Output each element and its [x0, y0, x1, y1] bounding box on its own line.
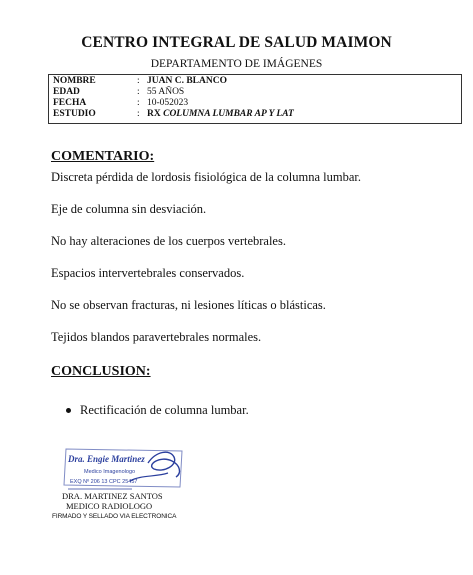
patient-name-label: NOMBRE: [53, 76, 96, 86]
separator: :: [137, 109, 140, 119]
doctor-title: MEDICO RADIOLOGO: [66, 501, 153, 511]
report-title: CENTRO INTEGRAL DE SALUD MAIMON: [81, 34, 392, 51]
comment-line: Discreta pérdida de lordosis fisiológica de la columna lumbar.: [51, 170, 361, 184]
patient-info-box: [48, 74, 462, 124]
conclusion-text: Rectificación de columna lumbar.: [80, 403, 249, 417]
electronic-signature-note: FIRMADO Y SELLADO VIA ELECTRONICA: [52, 513, 177, 520]
conclusion-item: [66, 403, 249, 418]
separator: :: [137, 98, 140, 108]
comment-heading: COMENTARIO:: [51, 149, 155, 164]
stamp-role: Medico Imagenologo: [84, 469, 136, 475]
doctor-name: DRA. MARTINEZ SANTOS: [62, 491, 163, 501]
patient-age-label: EDAD: [53, 87, 80, 97]
doctor-signature-stamp: [60, 447, 188, 491]
study-type-row: [53, 109, 461, 120]
study-date-value: 10-052023: [147, 98, 189, 108]
conclusion-heading: CONCLUSION:: [51, 364, 151, 379]
study-type-value: COLUMNA LUMBAR AP Y LAT: [163, 109, 294, 119]
bullet-icon: [66, 408, 71, 413]
comment-line: Eje de columna sin desviación.: [51, 202, 207, 216]
patient-age-row: [53, 87, 461, 98]
patient-name-value: JUAN C. BLANCO: [147, 76, 227, 86]
comment-line: No se observan fracturas, ni lesiones líticas o blásticas.: [51, 298, 326, 312]
department-name: DEPARTAMENTO DE IMÁGENES: [150, 58, 323, 70]
study-date-label: FECHA: [53, 98, 87, 108]
patient-name-row: [53, 76, 461, 87]
comment-line: No hay alteraciones de los cuerpos vertebrales.: [51, 234, 286, 248]
comment-line: Espacios intervertebrales conservados.: [51, 266, 245, 280]
stamp-ids: EXQ Nº 206 13 CPC 25457: [70, 479, 138, 485]
study-date-row: [53, 98, 461, 109]
patient-age-value: 55 AÑOS: [147, 87, 185, 97]
separator: :: [137, 87, 140, 97]
comment-line: Tejidos blandos paravertebrales normales.: [51, 330, 262, 344]
stamp-name: Dra. Engie Martinez: [68, 454, 145, 464]
study-type-prefix: RX: [147, 109, 161, 119]
separator: :: [137, 76, 140, 86]
study-type-label: ESTUDIO: [53, 109, 96, 119]
